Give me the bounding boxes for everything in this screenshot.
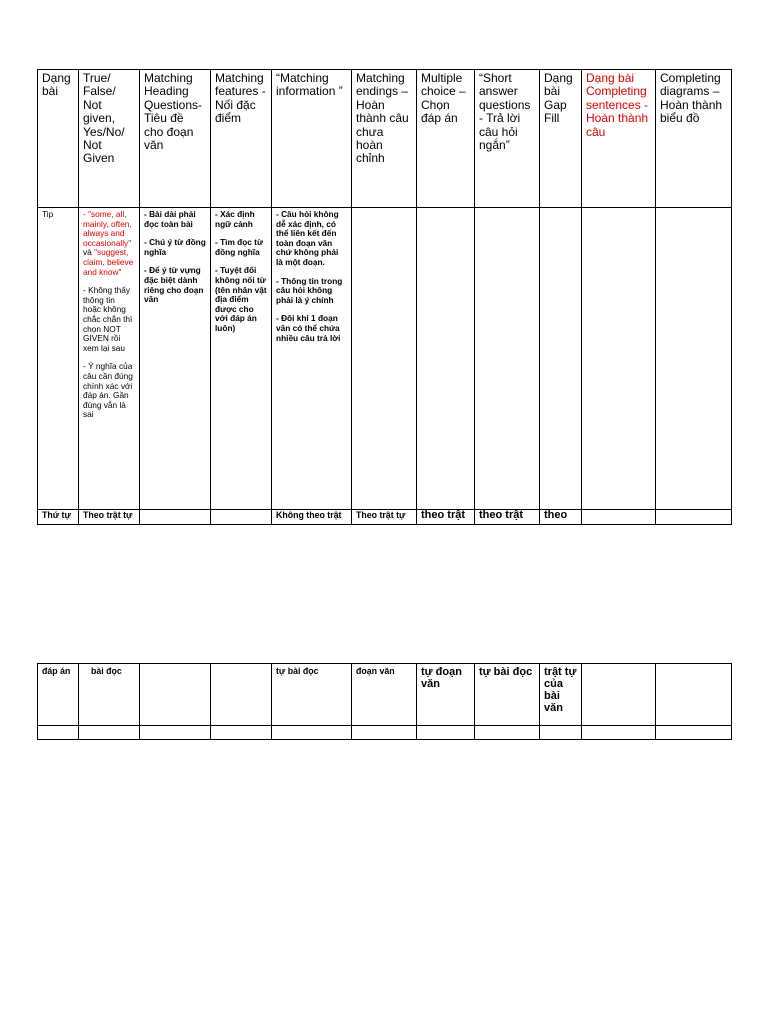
tip-label: Tip <box>38 208 79 510</box>
tip-tfng-keywords-2: "suggest, claim, believe and know" <box>83 247 134 277</box>
answer-row <box>38 664 732 726</box>
tip-cell-information <box>272 208 352 510</box>
order-cell-information: Không theo trật <box>272 510 352 525</box>
ielts-reading-table-top <box>37 69 732 525</box>
order-cell-endings: Theo trật tự <box>352 510 417 525</box>
tip-tfng-p2: - Không thấy thông tin hoặc không chắc chắn thì chọn NOT GIVEN rồi xem lại sau <box>83 285 133 353</box>
order-cell-short: theo trật <box>475 510 540 525</box>
tip-cell-diagrams <box>656 208 732 510</box>
order-cell-diagrams <box>656 510 732 525</box>
answer-cell-endings: đoạn văn <box>352 664 417 726</box>
tip-tfng-p3: - Ý nghĩa của câu cần đúng chính xác với đáp án. Gần đúng vẫn là sai <box>83 361 133 420</box>
header-row <box>38 70 732 208</box>
tip-cell-heading <box>140 208 211 510</box>
blank-cell <box>475 726 540 740</box>
tip-information-1: - Câu hỏi không dễ xác định, có thể liên kết đến toàn đoạn văn chứ không phải là một đoạn. <box>276 209 339 267</box>
answer-cell-multiple: tự đoạn văn <box>417 664 475 726</box>
header-cell-type: Dạng bài <box>38 70 79 208</box>
header-cell-matching-information: “Matching information ” <box>272 70 352 208</box>
answer-cell-short: tự bài đọc <box>475 664 540 726</box>
blank-cell <box>540 726 582 740</box>
blank-cell <box>79 726 140 740</box>
header-cell-matching-heading: Matching Heading Questions- Tiêu đề cho đoạn văn <box>140 70 211 208</box>
answer-cell-tfng: bài đọc <box>79 664 140 726</box>
order-cell-features <box>211 510 272 525</box>
order-cell-multiple: theo trật <box>417 510 475 525</box>
order-label: Thứ tự <box>38 510 79 525</box>
order-cell-heading <box>140 510 211 525</box>
tip-heading-3: - Để ý từ vựng đặc biệt dành riêng cho đoạn văn <box>144 265 204 305</box>
blank-cell <box>352 726 417 740</box>
header-cell-matching-endings: Matching endings – Hoàn thành câu chưa hoàn chỉnh <box>352 70 417 208</box>
tip-cell-gapfill <box>540 208 582 510</box>
tip-row <box>38 208 732 510</box>
tip-information-2: - Thông tin trong câu hỏi không phải là ý chính <box>276 275 343 305</box>
header-cell-matching-features: Matching features - Nối đặc điểm <box>211 70 272 208</box>
blank-cell <box>211 726 272 740</box>
blank-cell <box>417 726 475 740</box>
tip-tfng-keywords-1: - "some, all, mainly, often, always and occasionally" <box>83 209 132 248</box>
answer-cell-features <box>211 664 272 726</box>
header-cell-completing-diagrams: Completing diagrams – Hoàn thành biểu đồ <box>656 70 732 208</box>
header-cell-short-answer: “Short answer questions - Trả lời câu hỏi ngắn” <box>475 70 540 208</box>
order-cell-sentences <box>582 510 656 525</box>
tip-heading-1: - Bài dài phải đọc toàn bài <box>144 209 196 229</box>
blank-cell <box>140 726 211 740</box>
blank-cell <box>38 726 79 740</box>
blank-cell <box>582 726 656 740</box>
tip-cell-endings <box>352 208 417 510</box>
blank-cell <box>656 726 732 740</box>
tip-information-3: - Đôi khi 1 đoạn văn có thể chứa nhiều câu trả lời <box>276 313 341 343</box>
blank-cell <box>272 726 352 740</box>
header-cell-gap-fill: Dạng bài Gap Fill <box>540 70 582 208</box>
answer-cell-heading <box>140 664 211 726</box>
tip-cell-multiple <box>417 208 475 510</box>
tip-tfng-and: và <box>83 247 95 258</box>
header-cell-completing-sentences: Dạng bài Completing sentences - Hoàn thành câu <box>582 70 656 208</box>
tip-features-1: - Xác định ngữ cảnh <box>215 209 255 229</box>
tip-cell-features <box>211 208 272 510</box>
tip-heading-2: - Chú ý từ đồng nghĩa <box>144 237 206 257</box>
answer-cell-information: tự bài đọc <box>272 664 352 726</box>
tip-features-2: - Tìm đọc từ đồng nghĩa <box>215 237 263 257</box>
order-cell-gapfill: theo <box>540 510 582 525</box>
ielts-reading-table-bottom <box>37 663 732 740</box>
order-row <box>38 510 732 525</box>
tip-cell-tfng <box>79 208 140 510</box>
answer-cell-sentences <box>582 664 656 726</box>
tip-features-3: - Tuyệt đối không nối từ (tên nhân vật địa điểm được cho với đáp án luôn) <box>215 265 267 333</box>
blank-row <box>38 726 732 740</box>
header-cell-tfng: True/ False/ Not given, Yes/No/ Not Given <box>79 70 140 208</box>
order-cell-tfng: Theo trật tự <box>79 510 140 525</box>
header-cell-multiple-choice: Multiple choice – Chọn đáp án <box>417 70 475 208</box>
answer-cell-diagrams <box>656 664 732 726</box>
answer-cell-gapfill: trật tự của bài văn <box>540 664 582 726</box>
tip-cell-sentences <box>582 208 656 510</box>
answer-label: đáp án <box>38 664 79 726</box>
tip-cell-short <box>475 208 540 510</box>
